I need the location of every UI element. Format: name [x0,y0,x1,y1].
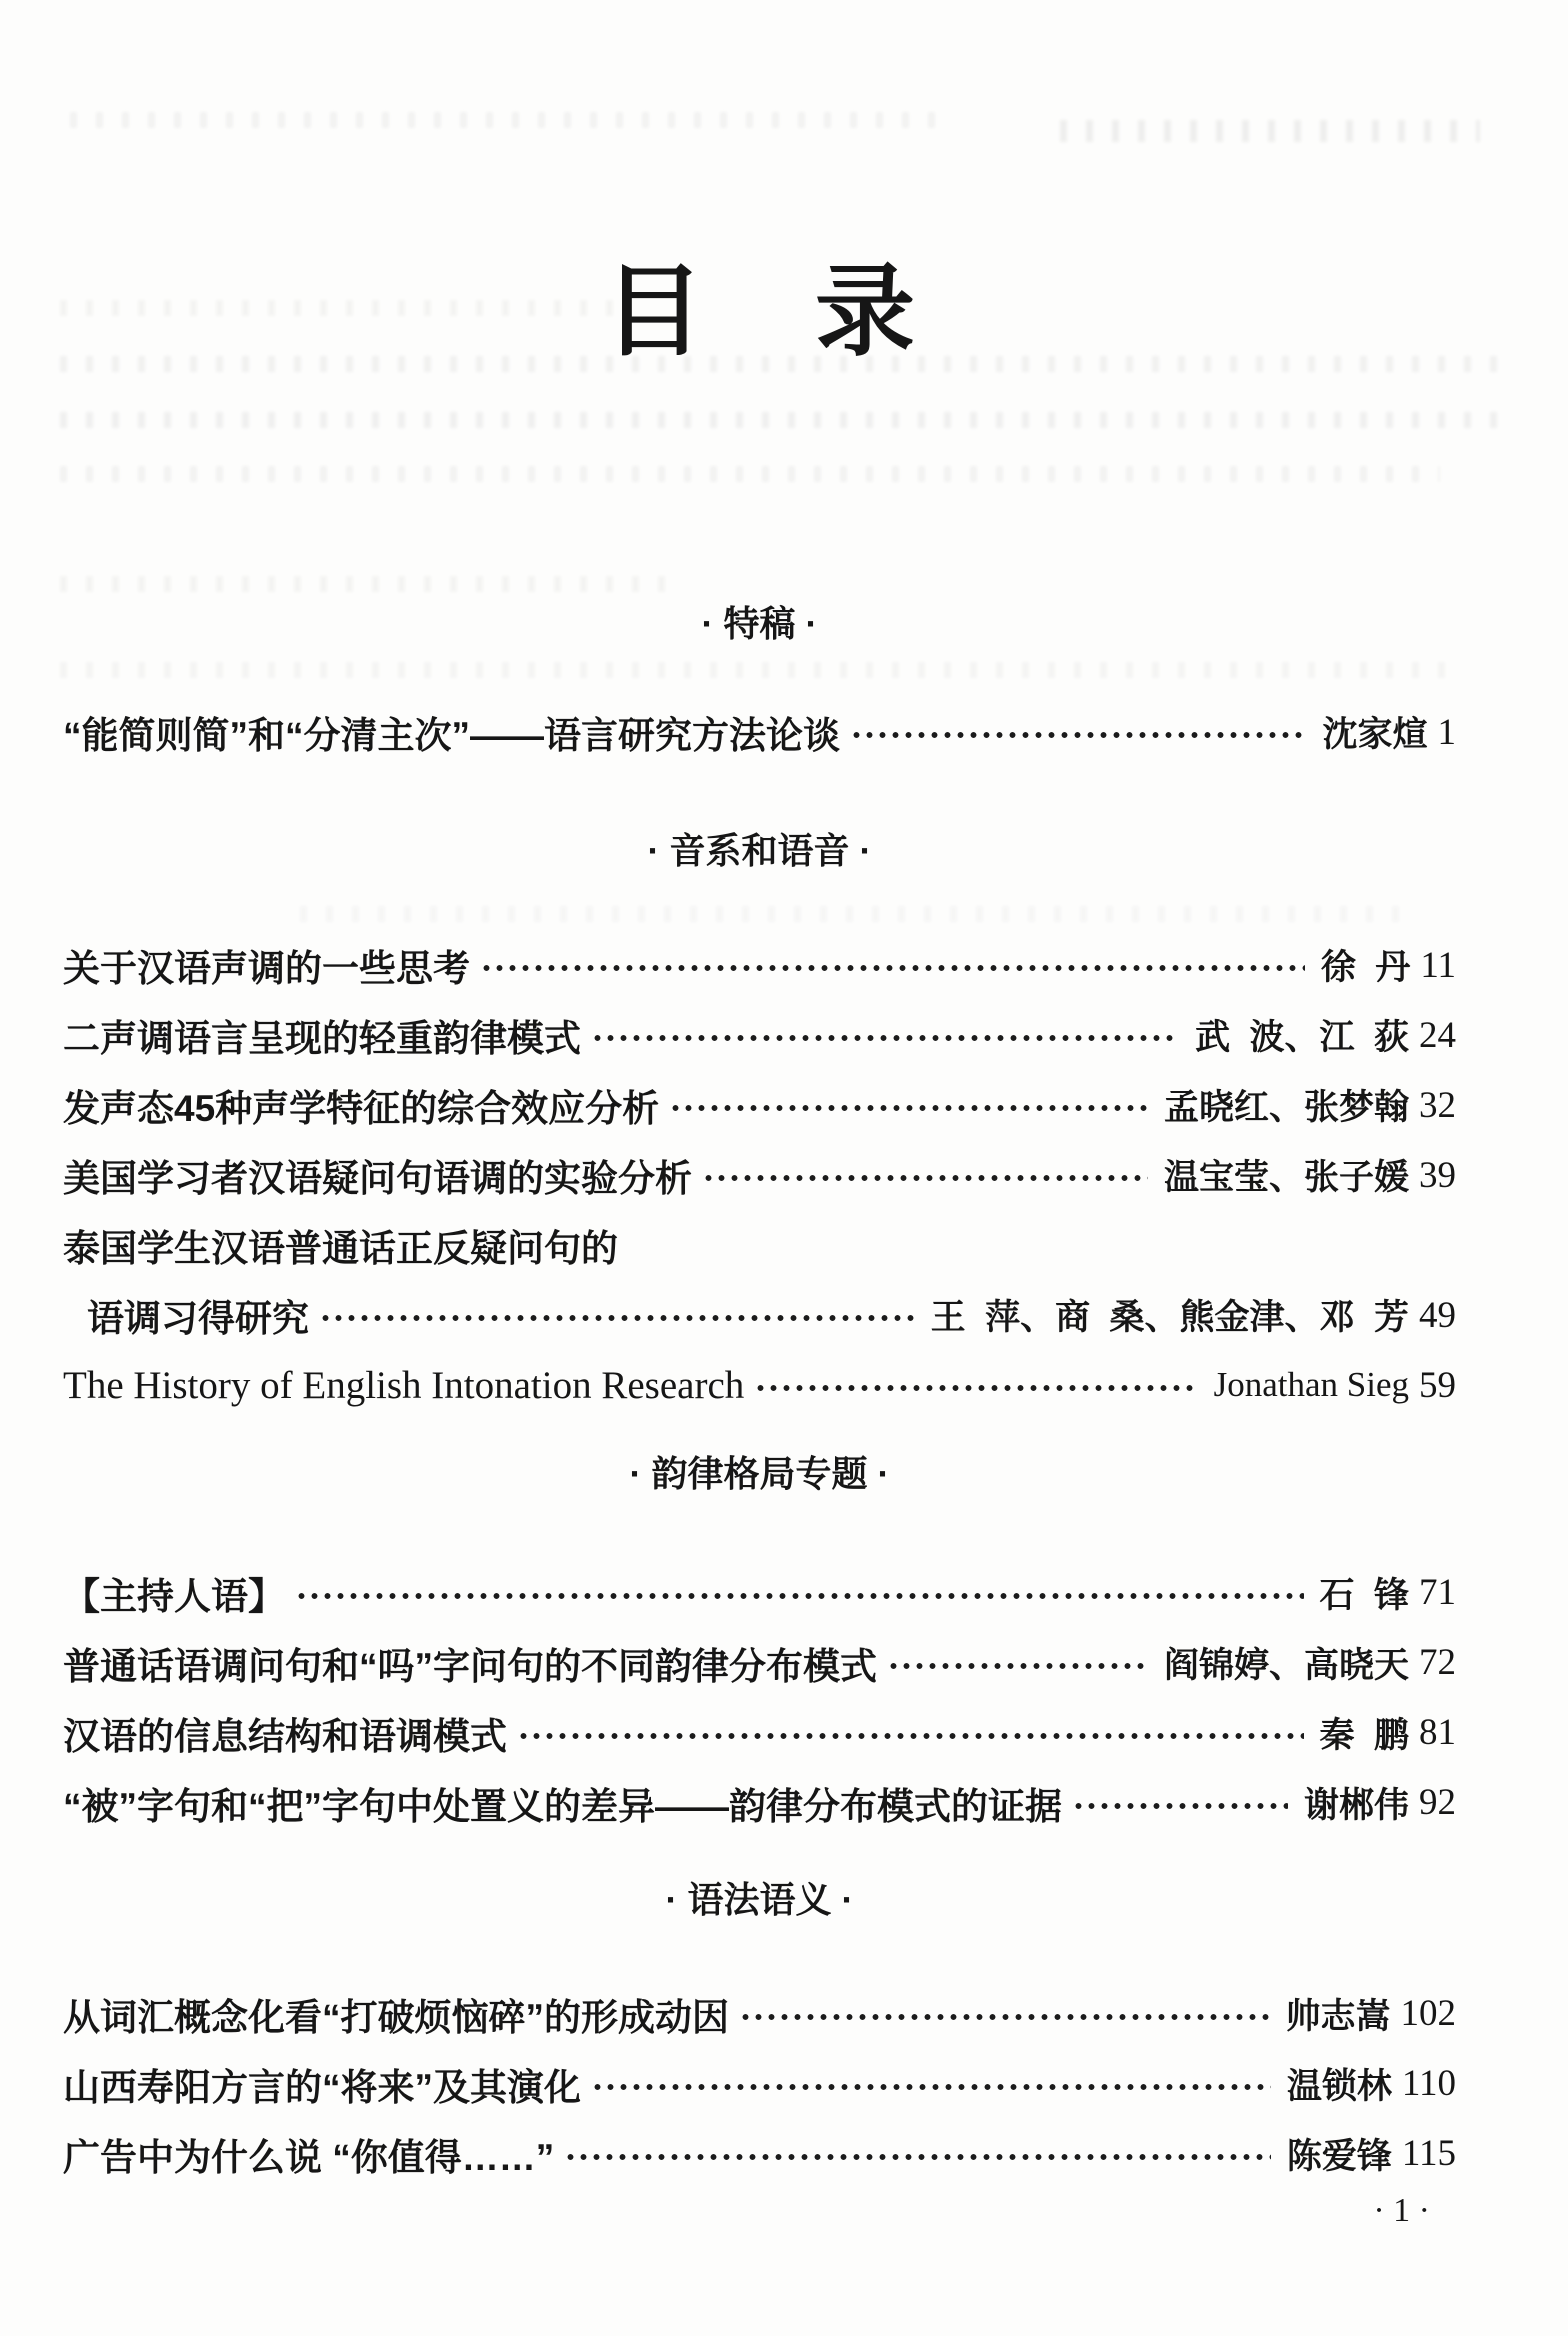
entry-authors: Jonathan Sieg [1213,1365,1409,1405]
entry-title: 普通话语调问句和“吗”字问句的不同韵律分布模式 [63,1645,877,1687]
entry-authors: 武 波、江 荻 [1195,1018,1409,1058]
entry-page-number: 92 [1419,1782,1456,1824]
entry-page-number: 1 [1437,711,1456,753]
dot-leader [754,1382,1197,1394]
dot-leader [1072,1800,1288,1812]
section-entries [63,697,1456,767]
page-title: 目 录 [603,256,916,368]
section-entries [63,1558,1456,1838]
toc-section [63,602,1456,767]
entry-authors: 孟晓红、张梦翰 [1163,1088,1409,1128]
dot-leader [702,1172,1148,1184]
section-entries [63,930,1456,1420]
toc-section [63,829,1456,1420]
toc-section [63,1452,1456,1837]
entry-title: 汉语的信息结构和语调模式 [63,1715,507,1757]
toc-entry [63,1280,1456,1350]
entry-title: 从词汇概念化看“打破烦恼碎”的形成动因 [63,1996,729,2038]
entry-page-number: 39 [1419,1154,1456,1196]
section-heading: · 音系和语音 · [647,830,872,872]
toc-entry [63,1558,1456,1628]
entry-page-number: 72 [1419,1642,1456,1684]
dot-leader [295,1590,1304,1602]
entry-title: 发声态45种声学特征的综合效应分析 [63,1088,660,1130]
toc-section [63,1878,1456,2189]
dot-leader [887,1660,1148,1672]
entry-authors: 秦 鹏 [1319,1715,1409,1755]
dot-leader [480,962,1305,974]
entry-authors: 徐 丹 [1320,948,1411,988]
entry-title: 【主持人语】 [63,1575,285,1617]
toc-entry [63,1979,1456,2049]
toc-entry [63,2119,1456,2189]
entry-authors: 石 锋 [1319,1575,1409,1615]
toc-entry [63,1000,1456,1070]
entry-title: The History of English Intonation Research [63,1363,745,1407]
entry-title: 关于汉语声调的一些思考 [63,948,470,990]
toc-entry [63,1698,1456,1768]
dot-leader [564,2151,1271,2163]
dot-leader [739,2011,1269,2023]
entry-page-number: 49 [1419,1294,1456,1336]
section-heading: · 特稿 · [701,603,818,644]
entry-page-number: 71 [1419,1572,1456,1614]
toc-entry [63,697,1456,767]
entry-title: “被”字句和“把”字句中处置义的差异——韵律分布模式的证据 [63,1785,1062,1827]
entry-authors: 温锁林 [1286,2066,1392,2106]
footer-page-number: · 1 · [1373,2192,1430,2229]
entry-title: 山西寿阳方言的“将来”及其演化 [63,2066,581,2108]
toc-entry [63,2049,1456,2119]
toc-entry [63,1140,1456,1210]
dot-leader [591,1032,1179,1044]
entry-authors: 阎锦婷、高晓天 [1163,1645,1409,1685]
entry-page-number: 11 [1420,944,1456,986]
entry-title: 美国学习者汉语疑问句语调的实验分析 [63,1158,692,1200]
dot-leader [591,2081,1271,2093]
toc-entry [63,1350,1456,1420]
entry-authors: 陈爱锋 [1286,2136,1392,2176]
dot-leader [517,1730,1304,1742]
entry-page-number: 32 [1419,1084,1456,1126]
entry-title: 语调习得研究 [87,1298,309,1340]
section-heading: · 语法语义 · [665,1878,854,1920]
section-heading: · 韵律格局专题 · [629,1453,890,1495]
toc-sections [63,602,1456,2189]
entry-title: 广告中为什么说 “你值得……” [63,2136,555,2178]
dot-leader [669,1102,1148,1114]
entry-authors: 沈家煊 [1322,715,1428,755]
entry-page-number: 81 [1419,1712,1456,1754]
entry-authors: 帅志嵩 [1285,1996,1391,2036]
entry-title: “能简则简”和“分清主次”——语言研究方法论谈 [63,715,840,757]
toc-entry [63,1768,1456,1838]
toc-entry [63,1070,1456,1140]
toc-entry [63,930,1456,1000]
entry-authors: 王 萍、商 桑、熊金津、邓 芳 [930,1298,1409,1338]
dot-leader [319,1312,915,1324]
entry-title: 二声调语言呈现的轻重韵律模式 [63,1018,581,1060]
entry-authors: 温宝莹、张子媛 [1163,1158,1409,1198]
dot-leader [850,729,1306,741]
entry-page-number: 102 [1400,1993,1456,2035]
entry-page-number: 24 [1419,1014,1456,1056]
entry-page-number: 115 [1401,2133,1456,2175]
entry-page-number: 110 [1401,2063,1456,2105]
section-entries [63,1979,1456,2189]
toc-entry [63,1628,1456,1698]
entry-page-number: 59 [1419,1364,1456,1406]
entry-title-wrap-line: 泰国学生汉语普通话正反疑问句的 [63,1228,618,1270]
entry-authors: 谢郴伟 [1303,1785,1409,1825]
